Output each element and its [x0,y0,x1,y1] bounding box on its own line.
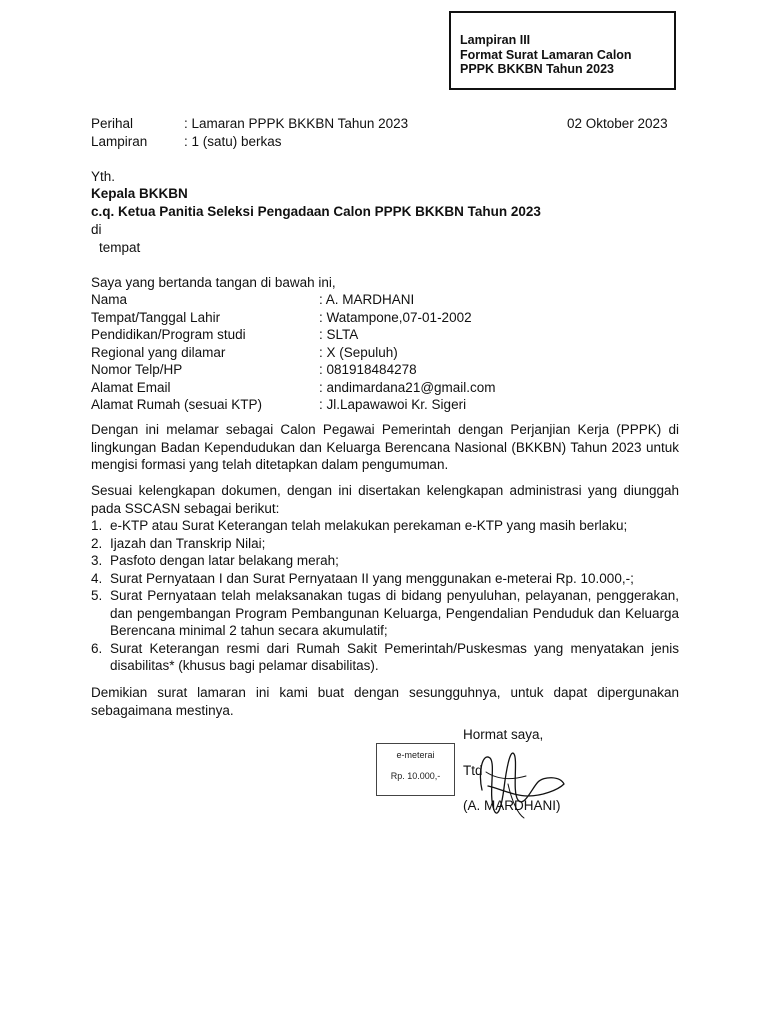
signoff-ttd: Ttd [463,763,483,778]
list-item: 4. Surat Pernyataan I dan Surat Pernyataan II yang menggunakan e-meterai Rp. 10.000,-; [91,570,634,586]
letter-date: 02 Oktober 2023 [567,116,668,131]
recipient-name: Kepala BKKBN [91,186,188,201]
field-row-nama [91,291,691,309]
lampiran-value: : 1 (satu) berkas [184,134,282,149]
recipient-di: di [91,222,102,237]
field-value: : X (Sepuluh) [319,344,398,360]
requirements-list [91,517,679,675]
signoff-name: (A. MARDHANI) [463,798,561,813]
field-row-email [91,379,691,397]
stamp-line-2: Rp. 10.000,- [390,771,441,781]
field-value: : A. MARDHANI [319,292,415,307]
list-item: 1. e-KTP atau Surat Keterangan telah melakukan perekaman e-KTP yang masih berlaku; [91,518,628,533]
application-paragraph: Dengan ini melamar sebagai Calon Pegawai Pemerintah dengan Perjanjian Kerja (PPPK) di lingkungan Badan Kependudukan dan Keluarga Berencana Nasional (BKKBN) Tahun 2023 untuk mengisi formasi yang telah ditetapkan dalam pengumuman. [91,422,679,472]
perihal-value: : Lamaran PPPK BKKBN Tahun 2023 [184,116,409,131]
list-item: 6. Surat Keterangan resmi dari Rumah Sakit Pemerintah/Puskesmas yang menyatakan jenis disabilitas* (khusus bagi pelamar disabilitas). [91,640,679,673]
attachment-line-3: PPPK BKKBN Tahun 2023 [460,62,614,76]
stamp-line-1: e-meterai [396,750,435,760]
field-value: : SLTA [319,327,359,342]
field-value: : andimardana21@gmail.com [319,379,496,395]
field-row-birth [91,309,691,327]
field-value: : 081918484278 [319,362,417,377]
list-item: 3. Pasfoto dengan latar belakang merah; [91,553,339,568]
closing-paragraph: Demikian surat lamaran ini kami buat dengan sesungguhnya, untuk dapat dipergunakan sebagaimana mestinya. [91,685,679,718]
attachment-line-1: Lampiran III [460,33,531,47]
recipient-place: tempat [99,240,141,255]
field-label: Nomor Telp/HP [91,362,183,377]
signoff-greeting: Hormat saya, [463,727,544,742]
field-label: Regional yang dilamar [91,344,226,360]
recipient-yth: Yth. [91,169,116,184]
e-meterai-stamp [376,743,455,796]
perihal-label: Perihal [91,116,134,131]
field-label: Alamat Email [91,379,171,395]
field-row-address [91,396,691,414]
field-label: Alamat Rumah (sesuai KTP) [91,397,263,412]
field-row-education [91,326,691,344]
list-item: 2. Ijazah dan Transkrip Nilai; [91,535,266,551]
attachment-box [449,11,676,90]
field-value: : Watampone,07-01-2002 [319,309,472,325]
field-row-phone [91,361,691,379]
lampiran-label: Lampiran [91,134,148,149]
field-label: Pendidikan/Program studi [91,327,246,342]
field-row-region [91,344,691,362]
field-value: : Jl.Lapawawoi Kr. Sigeri [319,397,467,412]
field-label: Tempat/Tanggal Lahir [91,309,221,325]
field-label: Nama [91,292,128,307]
intro-text: Saya yang bertanda tangan di bawah ini, [91,275,336,290]
list-item: 5. Surat Pernyataan telah melaksanakan tugas di bidang penyuluhan, pelayanan, penggerakan, dan pengembangan Program Pembangunan Keluarga, Pengendalian Penduduk dan Keluarga Berencana minimal 2 tahun secara akumulatif; [91,588,679,638]
documents-paragraph: Sesuai kelengkapan dokumen, dengan ini disertakan kelengkapan administrasi yang diunggah pada SSCASN sebagai berikut: [91,483,679,516]
attachment-line-2: Format Surat Lamaran Calon [460,47,632,62]
recipient-cq: c.q. Ketua Panitia Seleksi Pengadaan Calon PPPK BKKBN Tahun 2023 [91,204,541,219]
